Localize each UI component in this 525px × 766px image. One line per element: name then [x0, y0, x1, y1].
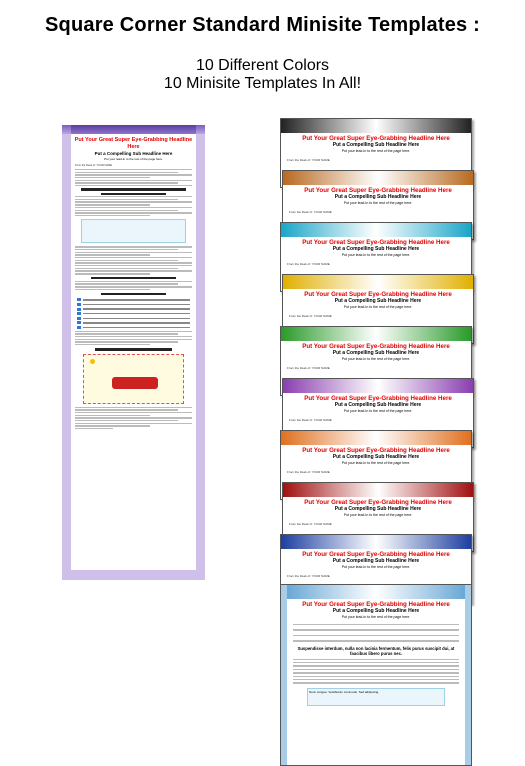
color-band [283, 379, 473, 393]
card-subheadline: Put a Compelling Sub Headline Here [332, 608, 420, 614]
card-headline: Put Your Great Super Eye-Grabbing Headline Here [302, 239, 450, 246]
card-from: From the Desk of: YOUR NAME [289, 210, 332, 214]
card-subheadline: Put a Compelling Sub Headline Here [332, 246, 420, 252]
card-quote-box: Nunc congue: Vestibulum commodo. Sed adipiscing. [307, 688, 445, 706]
card-headline: Put Your Great Super Eye-Grabbing Headline Here [304, 395, 452, 402]
colors-line: 10 Different Colors [195, 57, 330, 74]
card-headline: Put Your Great Super Eye-Grabbing Headline Here [304, 187, 452, 194]
card-lead-in: Put your lead-in to the rest of the page here. [341, 461, 411, 465]
card-lead-in: Put your lead-in to the rest of the page here. [341, 357, 411, 361]
color-band [283, 275, 473, 289]
card-subheadline: Put a Compelling Sub Headline Here [334, 506, 422, 512]
subheadline: Put a Compelling Sub Headline Here [94, 151, 173, 156]
sample-template-purple [62, 125, 205, 580]
color-band [281, 223, 471, 237]
card-lead-in: Put your lead-in to the rest of the page here. [341, 615, 411, 619]
color-band [281, 431, 471, 445]
card-from: From the Desk of: YOUR NAME [287, 158, 330, 162]
card-lead-in: Put your lead-in to the rest of the page here. [343, 201, 413, 205]
footer [71, 570, 196, 580]
card-subheadline: Put a Compelling Sub Headline Here [332, 350, 420, 356]
color-band [287, 585, 465, 599]
card-from: From the Desk of: YOUR NAME [287, 470, 330, 474]
order-button[interactable] [112, 377, 158, 389]
order-box [83, 354, 184, 404]
color-band [281, 119, 471, 133]
color-band [281, 327, 471, 341]
card-subheadline: Put a Compelling Sub Headline Here [332, 454, 420, 460]
color-band [281, 535, 471, 549]
card-lead-in: Put your lead-in to the rest of the page here. [341, 253, 411, 257]
card-headline: Put Your Great Super Eye-Grabbing Headline Here [302, 551, 450, 558]
card-from: From the Desk of: YOUR NAME [287, 366, 330, 370]
card-from: From the Desk of: YOUR NAME [287, 574, 330, 578]
card-subheadline: Put a Compelling Sub Headline Here [332, 558, 420, 564]
card-headline: Put Your Great Super Eye-Grabbing Headline Here [302, 343, 450, 350]
card-section: Suspendisse interdum, nulla non lacinia fermentum, felis purus suscipit dui, at faucibus libero purus nec. [297, 645, 455, 656]
from-line: From the Desk of: YOUR NAME [75, 164, 112, 167]
page-header [0, 14, 525, 93]
card-lead-in: Put your lead-in to the rest of the page here. [343, 305, 413, 309]
check-icon [90, 359, 95, 364]
card-from: From the Desk of: YOUR NAME [287, 262, 330, 266]
template-card-lightblue [280, 584, 472, 766]
card-subheadline: Put a Compelling Sub Headline Here [334, 402, 422, 408]
card-headline: Put Your Great Super Eye-Grabbing Headline Here [302, 601, 450, 608]
card-headline: Put Your Great Super Eye-Grabbing Headline Here [304, 291, 452, 298]
card-headline: Put Your Great Super Eye-Grabbing Headline Here [302, 135, 450, 142]
card-lead-in: Put your lead-in to the rest of the page here. [343, 513, 413, 517]
lead-in: Put your lead-in to the rest of the page here. [104, 157, 163, 161]
color-band [283, 483, 473, 497]
card-headline: Put Your Great Super Eye-Grabbing Headline Here [304, 499, 452, 506]
headline: Put Your Great Super Eye-Grabbing Headline Here [74, 137, 193, 150]
card-lead-in: Put your lead-in to the rest of the page here. [343, 409, 413, 413]
card-headline: Put Your Great Super Eye-Grabbing Headline Here [302, 447, 450, 454]
subtitle [0, 57, 525, 93]
page-title: Square Corner Standard Minisite Templates : [45, 14, 480, 36]
template-stack [280, 118, 476, 694]
quote-box [81, 219, 186, 243]
card-from: From the Desk of: YOUR NAME [289, 522, 332, 526]
card-lead-in: Put your lead-in to the rest of the page here. [341, 565, 411, 569]
card-lead-in: Put your lead-in to the rest of the page here. [341, 149, 411, 153]
card-from: From the Desk of: YOUR NAME [289, 418, 332, 422]
card-page [287, 585, 465, 765]
sample-page [71, 125, 196, 580]
header-band [71, 125, 196, 134]
color-band [283, 171, 473, 185]
card-subheadline: Put a Compelling Sub Headline Here [334, 194, 422, 200]
templates-line: 10 Minisite Templates In All! [163, 75, 362, 92]
card-from: From the Desk of: YOUR NAME [289, 314, 332, 318]
card-subheadline: Put a Compelling Sub Headline Here [334, 298, 422, 304]
card-subheadline: Put a Compelling Sub Headline Here [332, 142, 420, 148]
